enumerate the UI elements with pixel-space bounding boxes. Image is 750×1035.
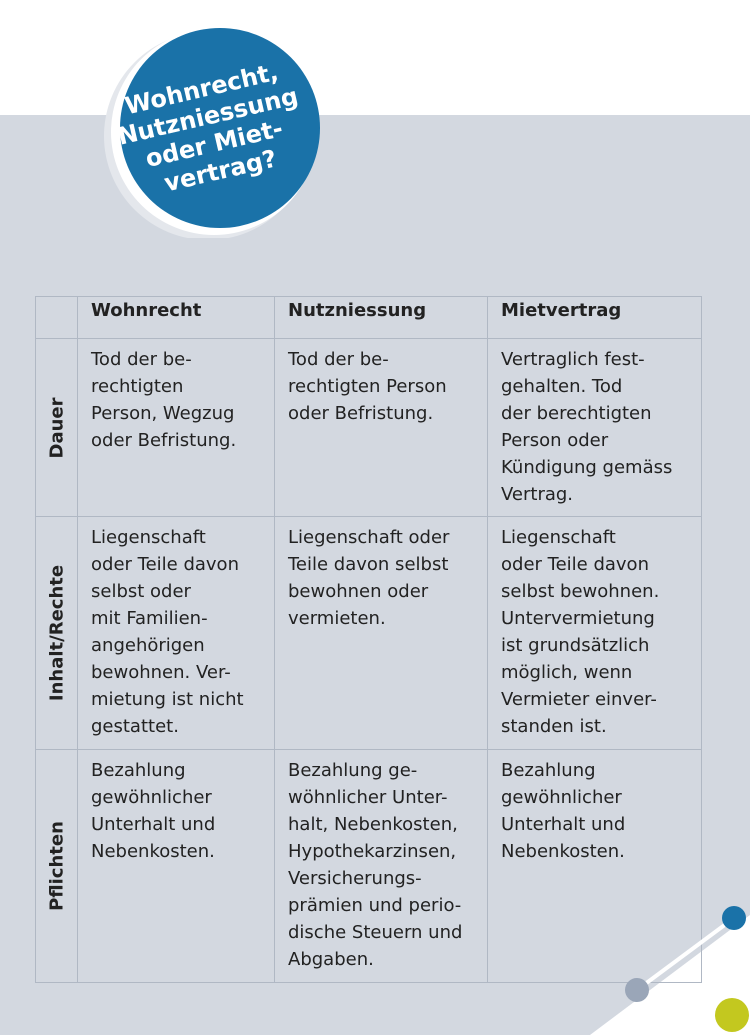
row-header-cell xyxy=(36,517,78,750)
table-cell: Liegenschaft oder Teile davon selbst bewohnen oder vermieten. xyxy=(275,517,488,750)
dot-green xyxy=(715,998,749,1032)
decorative-dots xyxy=(590,890,750,1035)
table-cell: Tod der be- rechtigten Person oder Befristung. xyxy=(275,339,488,517)
column-header-nutzniessung: Nutzniessung xyxy=(275,297,488,339)
dot-grey xyxy=(625,978,649,1002)
table-cell: Bezahlung ge- wöhnlicher Unter- halt, Nebenkosten, Hypothekarzinsen, Versicherungs- prämien und perio- dische Steuern und Abgaben. xyxy=(275,750,488,983)
row-header-cell xyxy=(36,339,78,517)
header-row xyxy=(36,297,702,339)
badge-title: Wohnrecht, Nutzniessung oder Miet- vertrag? xyxy=(114,57,301,198)
dot-blue xyxy=(722,906,746,930)
comparison-table xyxy=(35,296,702,983)
table-cell: Liegenschaft oder Teile davon selbst oder mit Familien- angehörigen bewohnen. Ver- mietung ist nicht gestattet. xyxy=(78,517,275,750)
table-cell: Vertraglich fest- gehalten. Tod der berechtigten Person oder Kündigung gemäss Vertrag. xyxy=(488,339,702,517)
table-cell: Bezahlung gewöhnlicher Unterhalt und Nebenkosten. xyxy=(78,750,275,983)
row-label-dauer: Dauer xyxy=(46,397,67,458)
corner-cell xyxy=(36,297,78,339)
row-label-pflichten: Pflichten xyxy=(46,821,67,911)
table-cell: Bezahlung gewöhnlicher Unterhalt und Nebenkosten. xyxy=(488,750,702,983)
row-header-cell xyxy=(36,750,78,983)
row-label-inhalt-rechte: Inhalt/Rechte xyxy=(46,564,67,702)
column-header-mietvertrag: Mietvertrag xyxy=(488,297,702,339)
table-row-inhalt-rechte xyxy=(36,517,702,750)
table-cell: Liegenschaft oder Teile davon selbst bewohnen. Untervermietung ist grundsätzlich möglich, wenn Vermieter einver- standen ist. xyxy=(488,517,702,750)
connector-line xyxy=(637,918,734,990)
table-cell: Tod der be- rechtigten Person, Wegzug oder Befristung. xyxy=(78,339,275,517)
table-row-dauer xyxy=(36,339,702,517)
column-header-wohnrecht: Wohnrecht xyxy=(78,297,275,339)
